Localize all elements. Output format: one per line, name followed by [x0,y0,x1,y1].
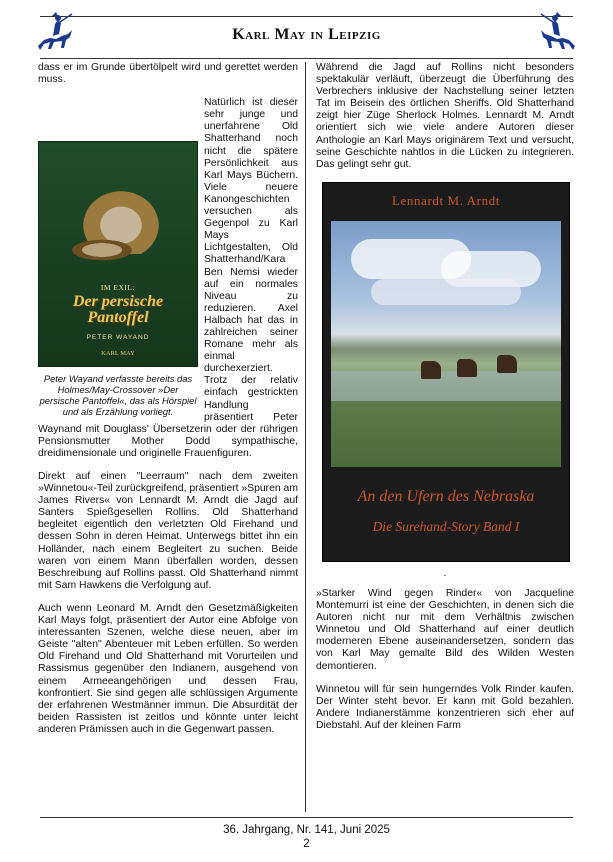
book-author: Lennardt M. Arndt [391,192,501,208]
publisher-logo: KARL MAY [101,350,135,358]
book-series-label: IM EXIL: [100,283,136,293]
book-title: Der persische Pantoffel [72,293,164,327]
right-column [316,62,574,743]
rider-silhouette [457,359,477,377]
slipper-illustration [67,238,137,262]
issue-info: 36. Jahrgang, Nr. 141, Juni 2025 [223,824,390,836]
paragraph: Winnetou will für sein hungerndes Volk Rinder kaufen. Der Winter steht bevor. Er kann mit Gold bezahlen. Andere Indianerstämme konzentrieren sich eher auf Diebstahl. Auf der kleinen Farm [316,683,574,731]
column-divider [305,62,306,812]
book-figure-left [38,97,198,417]
rider-silhouette [421,361,441,379]
footer-rule [40,817,573,818]
header-rule-bottom [40,58,573,59]
paragraph: Auch wenn Leonard M. Arndt den Gesetzmäßigkeiten Karl Mays folgt, präsentiert der Autor eine Abfolge von interessanten Szenen, welche diese neuen, aber im Geiste "alten" Abenteuer mit Leben erfüllen. So werden Old Firehand und Old Shatterhand mit Vorurteilen und Rassismus gegenüber den Indianern, ausgehend von einem Armeeangehörigen und dessen Frau, konfrontiert. Sie sind gegen alle schlüssigen Argumente der erfahrenen Westmänner immun. Die Absurdität der beiden Rassisten ist zeitlos und könnte unter leicht anderen Prämissen auch in die Gegenwart passen. [38,602,298,735]
river [331,371,561,401]
book-cover-nebraska [322,182,570,562]
book-author: PETER WAYAND [86,334,150,342]
page-number: 2 [303,838,310,850]
paragraph: »Starker Wind gegen Rinder« von Jacqueline Montemurri ist eine der Geschichten, in denen sich die Autoren nicht nur mit dem Verhältnis zwischen Winnetou und Old Shatterhand auf einer deutlich moderneren Ebene auseinandersetzen, sondern das von Karl May gemalte Bild des Wilden Westen demontieren. [316,587,574,672]
landscape-photo [331,221,561,467]
page-header-title: Karl May in Leipzig [232,26,381,43]
book-title: An den Ufern des Nebraska [357,487,535,505]
figure-caption: Peter Wayand verfasste bereits das Holmes/May-Crossover »Der persische Pantoffel«, das als Hörspiel und als Erzählung vorliegt. [39,373,197,418]
footer [0,823,613,851]
book-subtitle: Die Surehand-Story Band I [372,518,520,534]
separator-dot: . [443,567,447,579]
book-cover-persischer-pantoffel [38,141,198,367]
paragraph: Während die Jagd auf Rollins nicht besonders spektakulär verläuft, überzeugt die Überführung des Verbrechers inklusive der Nachstellung seiner letzten Tat im Beisein des örtlichen Sheriffs. Old Shatterhand zeigt hier Züge Sherlock Holmes. Lennardt M. Arndt orientiert sich wie viele andere Autoren dieser Anthologie an Karl Mays originärem Text und versucht, seine Geschichte nahtlos in die Lücken zu integrieren. Das gelingt sehr gut. [316,62,574,170]
rider-silhouette [497,355,517,373]
cloud [371,279,521,305]
paragraph: Direkt auf einen "Leerraum" nach dem zweiten »Winnetou«-Teil zurückgreifend, präsentiert »Spuren am James Rivers« von Lennardt M. Arndt die Jagd auf Santers Spießgesellen Rollins. Old Shatterhand begleitet eigentlich den verletzten Old Firehand und dessen Sohn in deren Heimat. Unterwegs bittet ihn ein Holländer, nach einem Begleitert zu suchen. Beide waren von einem Mann überfallen worden, dessen Beschreibung auf Rollins passt. Old Shatterhand nimmt mit Sam Hawkens die Verfolgung auf. [38,471,298,591]
left-column [38,62,298,747]
header-rule-top [40,16,573,17]
paragraph: Natürlich ist dieser sehr junge und unerfahrene Old Shatterhand noch nicht die spätere Persönlichkeit aus Karl Mays Büchern. Viele neuere Kanongeschichten versuchen als Gegenpol zu Karl Mays Lichtgestalten, Old Shatterhand/Kara Ben Nemsi wieder auf ein normales Niveau zu reduzieren. Axel Halbach hat das in zahlreichen seiner Romane mehr als einmal durchexerziert. Trotz der relativ einfach gestrickten Handlung präsentiert Peter Waynand mit Douglass' Übersetzerin oder der rührigen Pensionsmutter Mother Dodd sympathische, dreidimensionale und originelle Frauenfiguren. [38,97,298,459]
horse-rider-icon [537,10,579,56]
paragraph: dass er im Grunde übertölpelt wird und gerettet werden muss. [38,62,298,86]
